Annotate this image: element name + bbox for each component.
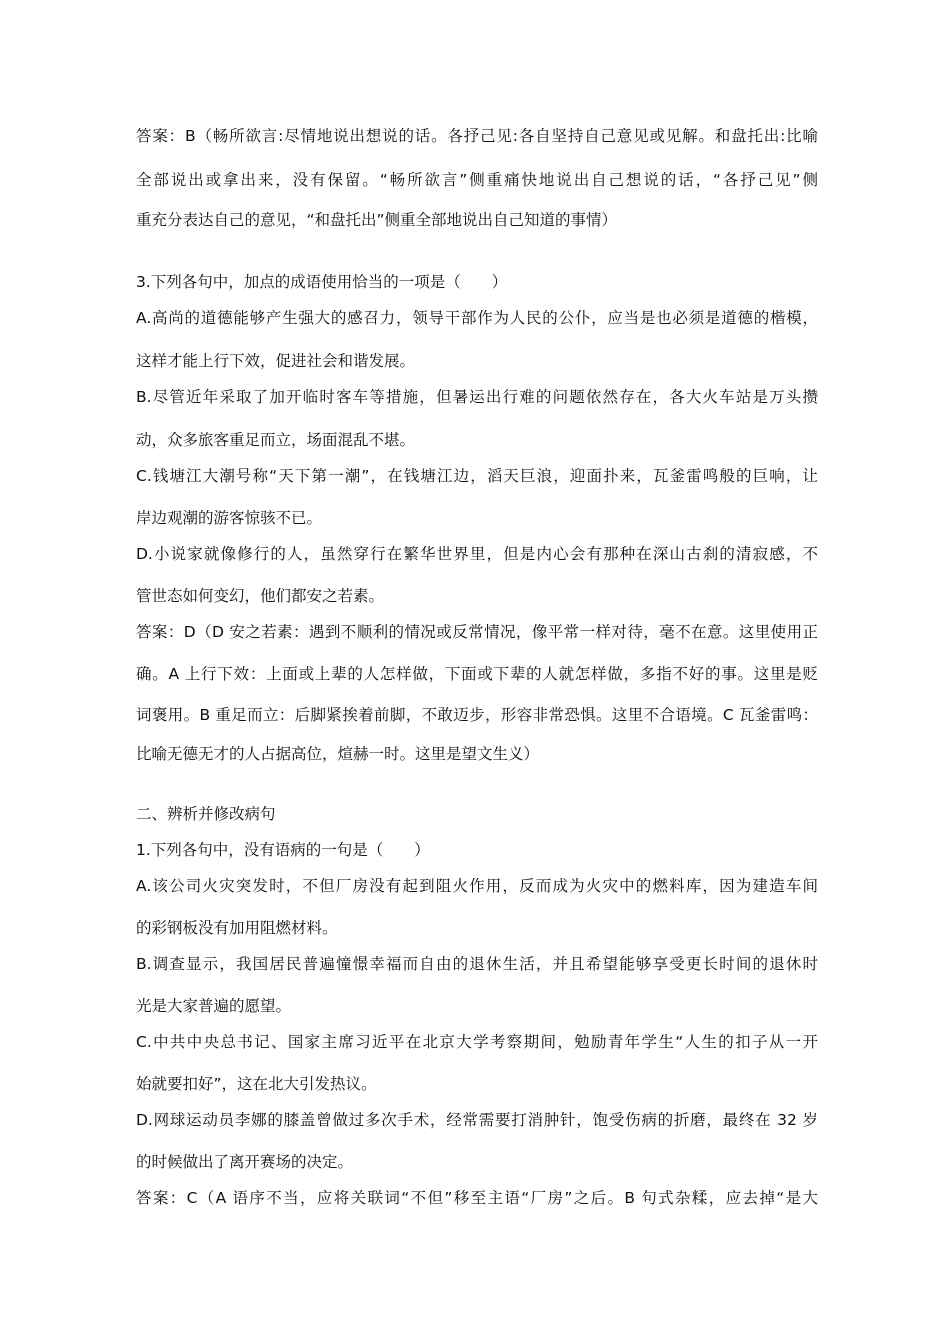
question-3-option-b-line-2: 动，众多旅客重足而立，场面混乱不堪。 <box>136 431 416 449</box>
section-2-option-d-line-2: 的时候做出了离开赛场的决定。 <box>136 1153 354 1171</box>
question-3-option-c-line-2: 岸边观潮的游客惊骇不已。 <box>136 509 323 527</box>
question-3-option-b-line-1: B.尽管近年采取了加开临时客车等措施，但暑运出行难的问题依然存在，各大火车站是万头攒 <box>136 388 818 406</box>
section-2-heading: 二、辨析并修改病句 <box>136 805 276 823</box>
section-2-option-d-line-1: D.网球运动员李娜的膝盖曾做过多次手术，经常需要打消肿针，饱受伤病的折磨，最终在 32 岁 <box>136 1111 818 1129</box>
section-2-question-1-stem: 1.下列各句中，没有语病的一句是（ ） <box>136 841 430 859</box>
question-3-answer-line-1: 答案：D（D 安之若素：遇到不顺利的情况或反常情况，像平常一样对待，毫不在意。这里使用正 <box>136 623 818 641</box>
question-3-option-d-line-1: D.小说家就像修行的人，虽然穿行在繁华世界里，但是内心会有那种在深山古刹的清寂感，不 <box>136 545 818 563</box>
section-2-option-a-line-2: 的彩钢板没有加用阻燃材料。 <box>136 919 338 937</box>
question-3-option-a-line-2: 这样才能上行下效，促进社会和谐发展。 <box>136 352 416 370</box>
answer-2-line-1: 答案：B（畅所欲言:尽情地说出想说的话。各抒己见:各自坚持自己意见或见解。和盘托出:比喻 <box>136 127 818 145</box>
question-3-answer-line-3: 词褒用。B 重足而立：后脚紧挨着前脚，不敢迈步，形容非常恐惧。这里不合语境。C 瓦釜雷鸣： <box>136 706 818 724</box>
section-2-option-b-line-1: B.调查显示，我国居民普遍憧憬幸福而自由的退休生活，并且希望能够享受更长时间的退休时 <box>136 955 818 973</box>
section-2-answer-line-1: 答案：C（A 语序不当，应将关联词“不但”移至主语“厂房”之后。B 句式杂糅，应去掉“是大 <box>136 1189 818 1207</box>
question-3-answer-line-4: 比喻无德无才的人占据高位，煊赫一时。这里是望文生义） <box>136 745 540 763</box>
section-2-option-b-line-2: 光是大家普遍的愿望。 <box>136 997 292 1015</box>
question-3-option-a-line-1: A.高尚的道德能够产生强大的感召力，领导干部作为人民的公仆，应当是也必须是道德的楷模， <box>136 309 818 327</box>
question-3-option-c-line-1: C.钱塘江大潮号称“天下第一潮”，在钱塘江边，滔天巨浪，迎面扑来，瓦釜雷鸣般的巨响，让 <box>136 467 818 485</box>
question-3-option-d-line-2: 管世态如何变幻，他们都安之若素。 <box>136 587 385 605</box>
section-2-option-c-line-1: C.中共中央总书记、国家主席习近平在北京大学考察期间，勉励青年学生“人生的扣子从一开 <box>136 1033 818 1051</box>
question-3-stem: 3.下列各句中，加点的成语使用恰当的一项是（ ） <box>136 273 508 291</box>
answer-2-line-2: 全部说出或拿出来，没有保留。“畅所欲言”侧重痛快地说出自己想说的话，“各抒己见”侧 <box>136 171 818 189</box>
section-2-option-c-line-2: 始就要扣好”，这在北大引发热议。 <box>136 1075 377 1093</box>
answer-2-line-3: 重充分表达自己的意见，“和盘托出”侧重全部地说出自己知道的事情） <box>136 211 618 229</box>
section-2-option-a-line-1: A.该公司火灾突发时，不但厂房没有起到阻火作用，反而成为火灾中的燃料库，因为建造车间 <box>136 877 818 895</box>
question-3-answer-line-2: 确。A 上行下效：上面或上辈的人怎样做，下面或下辈的人就怎样做，多指不好的事。这里是贬 <box>136 665 818 683</box>
